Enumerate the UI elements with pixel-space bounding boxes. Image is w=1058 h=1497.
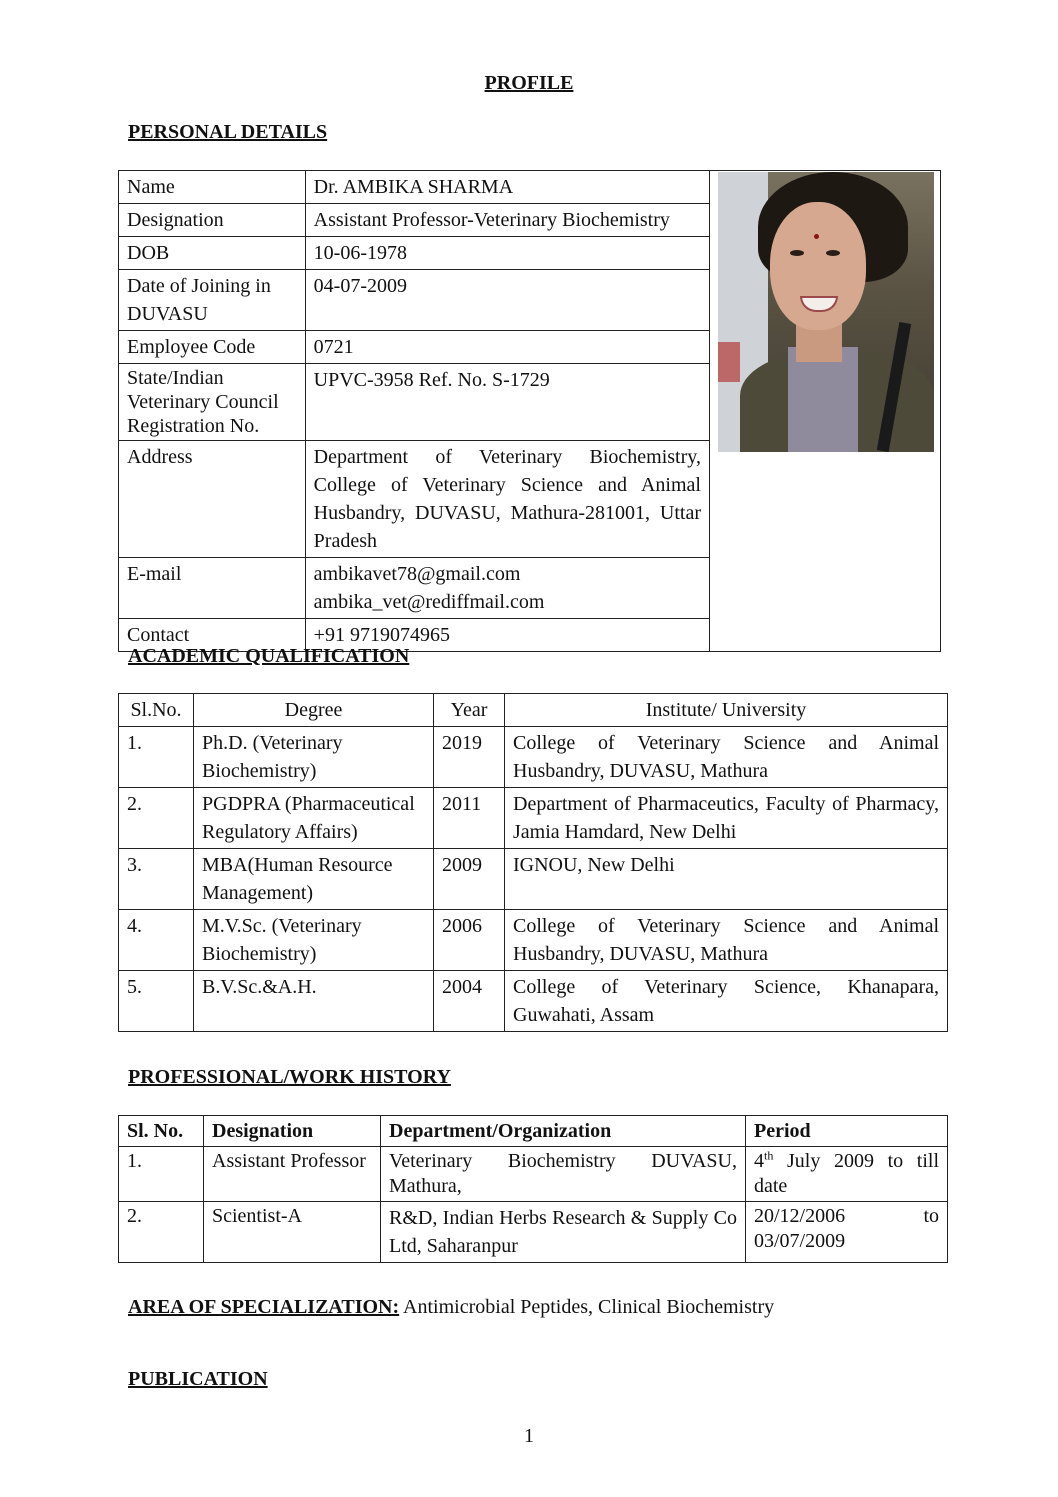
col-header-designation: Designation [204,1116,381,1147]
table-row [119,849,948,910]
cell-year: 2011 [434,788,505,849]
cell-degree: M.V.Sc. (Veterinary Biochemistry) [194,910,434,971]
cell-period: 4th July 2009 to till date [746,1147,948,1202]
col-header-organization: Department/Organization [381,1116,746,1147]
value-designation: Assistant Professor-Veterinary Biochemistry [305,204,709,237]
table-row [119,971,948,1032]
cell-designation: Assistant Professor [204,1147,381,1202]
email-secondary[interactable]: ambika_vet@rediffmail.com [313,591,545,613]
cell-institute: IGNOU, New Delhi [505,849,948,910]
cell-institute: College of Veterinary Science and Animal Husbandry, DUVASU, Mathura [505,727,948,788]
cell-year: 2009 [434,849,505,910]
cell-institute: College of Veterinary Science, Khanapara, Guwahati, Assam [505,971,948,1032]
value-email [305,558,709,619]
specialization-value: Antimicrobial Peptides, Clinical Biochemistry [399,1296,775,1318]
value-contact: +91 9719074965 [305,619,709,652]
cell-organization: R&D, Indian Herbs Research & Supply Co Ltd, Saharanpur [381,1202,746,1263]
col-header-slno: Sl.No. [119,694,194,727]
cell-slno: 4. [119,910,194,971]
value-joining: 04-07-2009 [305,270,709,331]
col-header-institute: Institute/ University [505,694,948,727]
email-primary[interactable]: ambikavet78@gmail.com [313,563,521,585]
cell-slno: 2. [119,788,194,849]
photo-cell [709,171,940,652]
cell-degree: B.V.Sc.&A.H. [194,971,434,1032]
label-designation: Designation [119,204,306,237]
label-name: Name [119,171,306,204]
page-number: 1 [524,1425,534,1447]
cell-slno: 1. [119,727,194,788]
col-header-year: Year [434,694,505,727]
col-header-degree: Degree [194,694,434,727]
cell-institute: Department of Pharmaceutics, Faculty of Pharmacy, Jamia Hamdard, New Delhi [505,788,948,849]
portrait-photo [718,172,934,452]
specialization-line [128,1296,774,1319]
cell-slno: 5. [119,971,194,1032]
cell-year: 2019 [434,727,505,788]
value-registration: UPVC-3958 Ref. No. S-1729 [305,364,709,441]
cell-degree: Ph.D. (Veterinary Biochemistry) [194,727,434,788]
col-header-period: Period [746,1116,948,1147]
table-row [119,910,948,971]
label-email: E-mail [119,558,306,619]
cell-year: 2006 [434,910,505,971]
table-row [119,1202,948,1263]
table-row [119,171,941,204]
cell-degree: PGDPRA (Pharmaceutical Regulatory Affairs) [194,788,434,849]
cell-slno: 3. [119,849,194,910]
value-name: Dr. AMBIKA SHARMA [305,171,709,204]
label-dob: DOB [119,237,306,270]
value-employee-code: 0721 [305,331,709,364]
academic-table [118,693,948,1032]
value-address: Department of Veterinary Biochemistry, College of Veterinary Science and Animal Husbandry, DUVASU, Mathura-281001, Uttar Pradesh [305,441,709,558]
cell-degree: MBA(Human Resource Management) [194,849,434,910]
cell-designation: Scientist-A [204,1202,381,1263]
table-row [119,788,948,849]
cell-slno: 1. [119,1147,204,1202]
work-history-heading: PROFESSIONAL/WORK HISTORY [128,1066,451,1088]
cell-institute: College of Veterinary Science and Animal Husbandry, DUVASU, Mathura [505,910,948,971]
publication-heading: PUBLICATION [128,1368,268,1390]
label-contact: Contact [119,619,306,652]
label-registration: State/Indian Veterinary Council Registration No. [119,364,306,441]
col-header-slno: Sl. No. [119,1116,204,1147]
table-header-row [119,694,948,727]
cell-year: 2004 [434,971,505,1032]
page-title: PROFILE [484,72,574,94]
table-row [119,727,948,788]
personal-details-table [118,170,941,652]
cell-slno: 2. [119,1202,204,1263]
table-row [119,1147,948,1202]
cell-period: 20/12/2006 to 03/07/2009 [746,1202,948,1263]
specialization-label: AREA OF SPECIALIZATION: [128,1296,400,1318]
personal-details-heading: PERSONAL DETAILS [128,121,328,143]
table-header-row [119,1116,948,1147]
label-employee-code: Employee Code [119,331,306,364]
value-dob: 10-06-1978 [305,237,709,270]
label-address: Address [119,441,306,558]
label-joining: Date of Joining in DUVASU [119,270,306,331]
cell-organization: Veterinary Biochemistry DUVASU, Mathura, [381,1147,746,1202]
work-history-table [118,1115,948,1263]
academic-heading: ACADEMIC QUALIFICATION [128,645,410,667]
